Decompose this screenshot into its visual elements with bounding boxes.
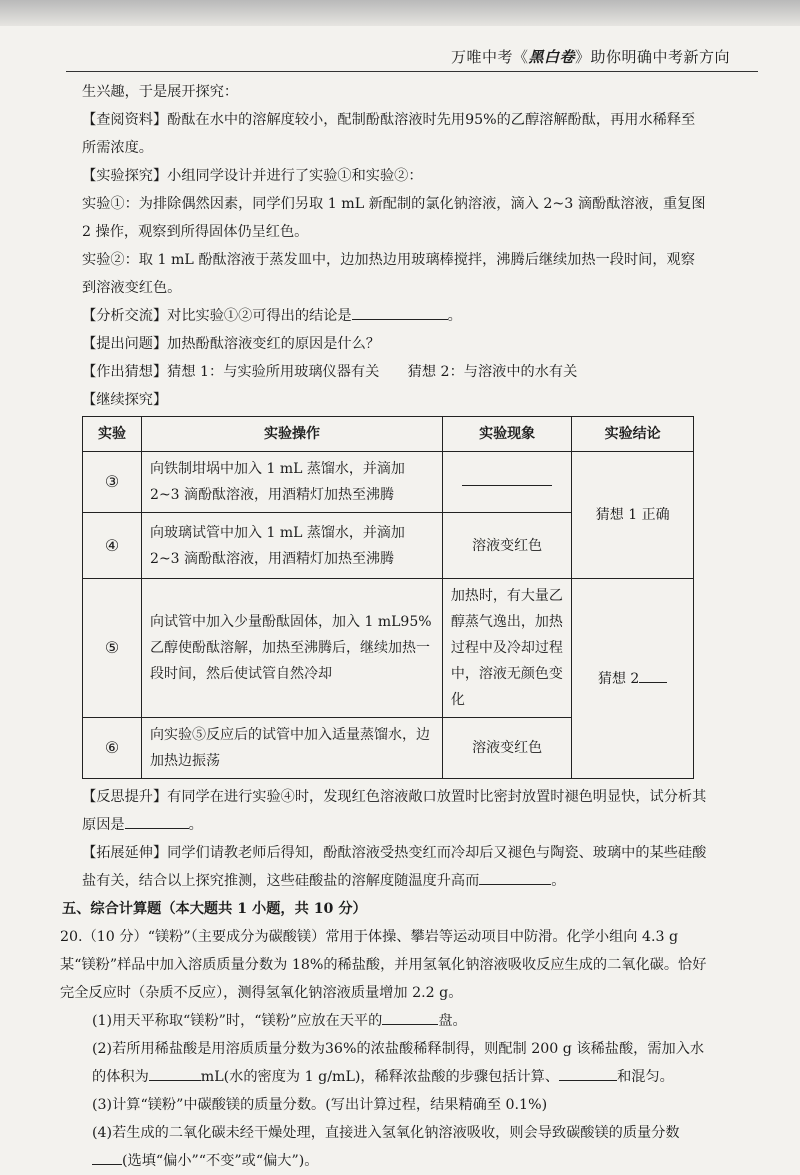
header-cell: 实验 xyxy=(83,417,142,452)
answer-blank[interactable] xyxy=(149,1064,201,1081)
section-heading: 五、综合计算题（本大题共 1 小题，共 10 分） xyxy=(62,901,367,917)
sub-question-4-end: (选填“偏小”“不变”或“偏大”)。 xyxy=(122,1153,319,1169)
reflect-text: 【反思提升】有同学在进行实验④时，发现红色溶液敞口放置时比密封放置时褪色明显快，试分析其原因是 xyxy=(82,789,707,833)
sub-question-2 xyxy=(82,1035,708,1091)
sub-question-1-text: (1)用天平称取“镁粉”时，“镁粉”应放在天平的 xyxy=(92,1013,383,1029)
row-phenomenon: 加热时，有大量乙醇蒸气逸出，加热过程中及冷却过程中，溶液无颜色变化 xyxy=(442,579,571,718)
extend-paragraph xyxy=(82,839,708,895)
table-row xyxy=(83,579,694,718)
row-operation: 向玻璃试管中加入 1 mL 蒸馏水，并滴加 2~3 滴酚酞溶液，用酒精灯加热至沸腾 xyxy=(142,513,443,579)
sub-question-2-mid: mL(水的密度为 1 g/mL)，稀释浓盐酸的步骤包括计算、 xyxy=(200,1069,560,1085)
row-number: ⑤ xyxy=(83,579,142,718)
question-20: 20.（10 分）“镁粉”（主要成分为碳酸镁）常用于体操、攀岩等运动项目中防滑。化学小组向 4.3 g 某“镁粉”样品中加入溶质质量分数为 18%的稀盐酸，并用氢氧化钠溶液吸收反应生成的二氧化碳。恰好完全反应时（杂质不反应），测得氢氧化钠溶液质量增加 2.2 g。 xyxy=(60,929,707,1001)
row-operation: 向实验⑤反应后的试管中加入适量蒸馏水，边加热边振荡 xyxy=(142,718,443,779)
analysis-paragraph xyxy=(82,302,708,330)
row-number: ④ xyxy=(83,513,142,579)
reflect-paragraph xyxy=(82,783,708,839)
answer-blank[interactable] xyxy=(92,1148,122,1165)
experiment-1-paragraph: 实验①：为排除偶然因素，同学们另取 1 mL 新配制的氯化钠溶液，滴入 2~3 滴酚酞溶液，重复图 2 操作，观察到所得固体仍呈红色。 xyxy=(82,196,706,240)
row-phenomenon xyxy=(442,452,571,513)
table-header-row xyxy=(83,417,694,452)
lookup-paragraph: 【查阅资料】酚酞在水中的溶解度较小，配制酚酞溶液时先用95%的乙醇溶解酚酞，再用水稀释至所需浓度。 xyxy=(82,112,696,156)
explore-paragraph: 【实验探究】小组同学设计并进行了实验①和实验②： xyxy=(82,168,423,184)
row-number: ⑥ xyxy=(83,718,142,779)
extend-text: 【拓展延伸】同学们请教老师后得知，酚酞溶液受热变红而冷却后又褪色与陶瓷、玻璃中的某些硅酸盐有关，结合以上探究推测，这些硅酸盐的溶解度随温度升高而 xyxy=(82,845,707,889)
sub-question-3: (3)计算“镁粉”中碳酸镁的质量分数。(写出计算过程，结果精确至 0.1%) xyxy=(92,1097,548,1113)
scan-top-strip xyxy=(0,0,800,26)
conclusion-2-text: 猜想 2 xyxy=(597,670,640,687)
answer-blank[interactable] xyxy=(559,1064,617,1081)
header-rule xyxy=(66,71,758,72)
sub-question-4-text: (4)若生成的二氧化碳未经干燥处理，直接进入氢氧化钠溶液吸收，则会导致碳酸镁的质量分数 xyxy=(92,1125,680,1141)
question-paragraph: 【提出问题】加热酚酞溶液变红的原因是什么？ xyxy=(82,336,380,352)
answer-blank[interactable] xyxy=(352,303,448,320)
sub-question-1-end: 盘。 xyxy=(438,1013,467,1029)
page-header xyxy=(451,46,730,67)
header-cell: 实验现象 xyxy=(442,417,571,452)
header-cell: 实验操作 xyxy=(142,417,443,452)
reflect-end: 。 xyxy=(188,817,203,833)
sub-question-1 xyxy=(82,1007,708,1035)
answer-blank[interactable] xyxy=(125,812,189,829)
table-row xyxy=(83,452,694,513)
header-brand: 黑白卷 xyxy=(528,48,575,66)
answer-blank[interactable] xyxy=(382,1008,438,1025)
sub-question-2-end: 和混匀。 xyxy=(617,1069,674,1085)
row-conclusion xyxy=(572,579,694,779)
header-prefix: 万唯中考《 xyxy=(450,48,529,66)
continue-heading: 【继续探究】 xyxy=(82,392,168,408)
sub-question-4 xyxy=(82,1119,708,1175)
experiment-2-paragraph: 实验②：取 1 mL 酚酞溶液于蒸发皿中，边加热边用玻璃棒搅拌，沸腾后继续加热一段时间，观察到溶液变红色。 xyxy=(82,252,695,296)
sub-question-2-text: (2)若所用稀盐酸是用溶质质量分数为36%的浓盐酸稀释制得，则配制 200 g 该稀盐酸，需加入水的体积为 xyxy=(92,1041,705,1085)
answer-blank[interactable] xyxy=(462,469,552,486)
row-number: ③ xyxy=(83,452,142,513)
analysis-text: 【分析交流】对比实验①②可得出的结论是 xyxy=(82,308,352,324)
document-body xyxy=(60,78,708,1175)
row-phenomenon: 溶液变红色 xyxy=(442,718,571,779)
analysis-end: 。 xyxy=(447,308,462,324)
answer-blank[interactable] xyxy=(639,666,667,683)
row-conclusion: 猜想 1 正确 xyxy=(572,452,694,579)
row-operation: 向试管中加入少量酚酞固体，加入 1 mL95%乙醇使酚酞溶解，加热至沸腾后，继续加热一段时间，然后使试管自然冷却 xyxy=(142,579,443,718)
row-operation: 向铁制坩埚中加入 1 mL 蒸馏水，并滴加 2~3 滴酚酞溶液，用酒精灯加热至沸腾 xyxy=(142,452,443,513)
intro-line: 生兴趣，于是展开探究： xyxy=(82,84,239,100)
header-suffix: 》助你明确中考新方向 xyxy=(574,48,730,66)
answer-blank[interactable] xyxy=(479,868,551,885)
extend-end: 。 xyxy=(551,873,566,889)
guess-paragraph: 【作出猜想】猜想 1：与实验所用玻璃仪器有关 猜想 2：与溶液中的水有关 xyxy=(82,364,578,380)
header-cell: 实验结论 xyxy=(572,417,694,452)
experiment-table xyxy=(82,416,694,779)
row-phenomenon: 溶液变红色 xyxy=(442,513,571,579)
